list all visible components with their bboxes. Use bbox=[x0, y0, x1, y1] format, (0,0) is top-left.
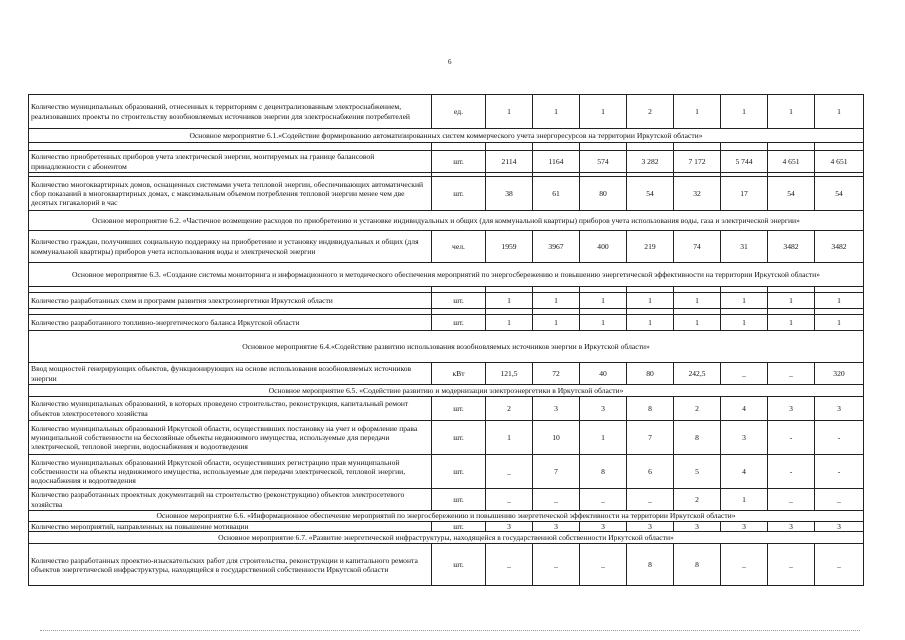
value-cell: _ bbox=[486, 544, 533, 586]
value-cell: 1 bbox=[533, 293, 580, 309]
unit-cell: шт. bbox=[432, 293, 486, 309]
section-heading: Основное мероприятие 6.3. «Создание системы мониторинга и информационного и методического обеспечения мероприятий по энергосбережению и повышению энергетической эффективности на территории Иркутской области» bbox=[29, 263, 864, 287]
value-cell: 54 bbox=[627, 177, 674, 211]
value-cell: _ bbox=[815, 544, 864, 586]
value-cell: 1 bbox=[533, 95, 580, 129]
value-cell: - bbox=[815, 455, 864, 489]
unit-cell: ед. bbox=[432, 95, 486, 129]
unit-cell: шт. bbox=[432, 544, 486, 586]
value-cell: 1 bbox=[674, 293, 721, 309]
indicators-table bbox=[28, 94, 864, 586]
value-cell: 8 bbox=[674, 544, 721, 586]
indicator-name: Ввод мощностей генерирующих объектов, функционирующих на основе использования возобновляемых источников энергии bbox=[29, 363, 432, 385]
section-heading: Основное мероприятие 6.1.«Содействие формированию автоматизированных систем коммерческого учета энергоресурсов на территории Иркутской области» bbox=[29, 129, 864, 143]
table-row bbox=[29, 151, 864, 173]
value-cell: 1 bbox=[768, 95, 815, 129]
unit-cell: шт. bbox=[432, 489, 486, 511]
value-cell: 1 bbox=[815, 95, 864, 129]
section-heading-row bbox=[29, 129, 864, 143]
value-cell: 1959 bbox=[486, 231, 533, 263]
value-cell: 61 bbox=[533, 177, 580, 211]
value-cell: _ bbox=[533, 489, 580, 511]
empty-cell bbox=[533, 143, 580, 151]
table-row bbox=[29, 315, 864, 331]
value-cell: 80 bbox=[627, 363, 674, 385]
table-row bbox=[29, 231, 864, 263]
table-row bbox=[29, 95, 864, 129]
value-cell: 1 bbox=[674, 315, 721, 331]
value-cell: 3 bbox=[674, 522, 721, 532]
unit-cell: шт. bbox=[432, 522, 486, 532]
value-cell: _ bbox=[627, 489, 674, 511]
empty-cell bbox=[815, 143, 864, 151]
indicator-name: Количество многоквартирных домов, оснащенных системами учета тепловой энергии, обеспечивающих автоматический сбор показаний в многоквартирных домах, с максимальным объемом потребления тепловой энергии менее чем две десятых гигакалорий в час bbox=[29, 177, 432, 211]
value-cell: 80 bbox=[580, 177, 627, 211]
unit-cell: чел. bbox=[432, 231, 486, 263]
page-number: 6 bbox=[448, 58, 452, 66]
value-cell: 3 bbox=[486, 522, 533, 532]
value-cell: 3482 bbox=[815, 231, 864, 263]
value-cell: 1 bbox=[768, 315, 815, 331]
value-cell: 54 bbox=[815, 177, 864, 211]
table-row bbox=[29, 522, 864, 532]
section-heading-row bbox=[29, 211, 864, 231]
value-cell: 320 bbox=[815, 363, 864, 385]
empty-cell bbox=[432, 143, 486, 151]
section-heading: Основное мероприятие 6.2. «Частичное возмещение расходов по приобретению и установке индивидуальных и общих (для коммунальной квартиры) приборов учета использования воды, газа и электрической энергии» bbox=[29, 211, 864, 231]
value-cell: 1164 bbox=[533, 151, 580, 173]
value-cell: 1 bbox=[721, 293, 768, 309]
value-cell: - bbox=[815, 421, 864, 455]
section-heading: Основное мероприятие 6.5. «Содействие развитию и модернизации электроэнергетики в Иркутской области» bbox=[29, 385, 864, 397]
value-cell: 2 bbox=[627, 95, 674, 129]
value-cell: 8 bbox=[674, 421, 721, 455]
value-cell: 242,5 bbox=[674, 363, 721, 385]
indicator-name: Количество разработанных проектных документаций на строительство (реконструкцию) объектов электросетевого хозяйства bbox=[29, 489, 432, 511]
empty-cell bbox=[627, 143, 674, 151]
value-cell: 3 bbox=[768, 522, 815, 532]
value-cell: 3482 bbox=[768, 231, 815, 263]
value-cell: 2 bbox=[486, 397, 533, 421]
indicator-name: Количество разработанных схем и программ развития электроэнергетики Иркутской области bbox=[29, 293, 432, 309]
table-row bbox=[29, 397, 864, 421]
value-cell: 400 bbox=[580, 231, 627, 263]
indicator-name: Количество приобретенных приборов учета электрической энергии, монтируемых на границе балансовой принадлежности с абонентом bbox=[29, 151, 432, 173]
value-cell: 1 bbox=[721, 489, 768, 511]
indicator-name: Количество разработанных проектно-изыскательских работ для строительства, реконструкции и капитального ремонта объектов энергетической инфраструктуры, находящейся в государственной собственности Иркутской области bbox=[29, 544, 432, 586]
value-cell: 4 bbox=[721, 455, 768, 489]
value-cell: 32 bbox=[674, 177, 721, 211]
value-cell: 1 bbox=[486, 315, 533, 331]
indicator-name: Количество муниципальных образований, отнесенных к территориям с децентрализованным электроснабжением, реализовавших проекты по строительству возобновляемых источников энергии для электроснабжения потребителей bbox=[29, 95, 432, 129]
value-cell: 3 bbox=[768, 397, 815, 421]
value-cell: 2114 bbox=[486, 151, 533, 173]
spacer-row bbox=[29, 143, 864, 151]
value-cell: _ bbox=[580, 489, 627, 511]
indicator-name: Количество мероприятий, направленных на повышение мотивации bbox=[29, 522, 432, 532]
empty-cell bbox=[674, 143, 721, 151]
value-cell: 3 bbox=[580, 397, 627, 421]
unit-cell: шт. bbox=[432, 421, 486, 455]
value-cell: 219 bbox=[627, 231, 674, 263]
table-row bbox=[29, 363, 864, 385]
value-cell: _ bbox=[768, 363, 815, 385]
value-cell: 1 bbox=[721, 95, 768, 129]
value-cell: 3 282 bbox=[627, 151, 674, 173]
value-cell: 1 bbox=[580, 421, 627, 455]
value-cell: 38 bbox=[486, 177, 533, 211]
value-cell: 3 bbox=[580, 522, 627, 532]
value-cell: _ bbox=[486, 489, 533, 511]
value-cell: 72 bbox=[533, 363, 580, 385]
value-cell: 1 bbox=[486, 95, 533, 129]
value-cell: 8 bbox=[627, 397, 674, 421]
indicator-name: Количество разработанного топливно-энергетического баланса Иркутской области bbox=[29, 315, 432, 331]
value-cell: 1 bbox=[627, 315, 674, 331]
value-cell: 3 bbox=[627, 522, 674, 532]
value-cell: 2 bbox=[674, 489, 721, 511]
value-cell: 4 651 bbox=[815, 151, 864, 173]
table-row bbox=[29, 544, 864, 586]
value-cell: 40 bbox=[580, 363, 627, 385]
value-cell: 3967 bbox=[533, 231, 580, 263]
section-heading: Основное мероприятие 6.4.«Содействие развитию использования возобновляемых источников энергии в Иркутской области» bbox=[29, 331, 864, 363]
value-cell: 1 bbox=[627, 293, 674, 309]
value-cell: 1 bbox=[768, 293, 815, 309]
table-row bbox=[29, 293, 864, 309]
unit-cell: шт. bbox=[432, 315, 486, 331]
section-heading-row bbox=[29, 385, 864, 397]
value-cell: 7 bbox=[627, 421, 674, 455]
value-cell: - bbox=[768, 455, 815, 489]
value-cell: 1 bbox=[486, 293, 533, 309]
value-cell: 1 bbox=[815, 315, 864, 331]
value-cell: 3 bbox=[533, 397, 580, 421]
table-row bbox=[29, 455, 864, 489]
empty-cell bbox=[486, 143, 533, 151]
scan-edge-dots bbox=[40, 630, 860, 632]
value-cell: 8 bbox=[627, 544, 674, 586]
value-cell: - bbox=[768, 421, 815, 455]
value-cell: 3 bbox=[721, 522, 768, 532]
value-cell: 1 bbox=[486, 421, 533, 455]
value-cell: 4 bbox=[721, 397, 768, 421]
unit-cell: шт. bbox=[432, 151, 486, 173]
table-row bbox=[29, 489, 864, 511]
section-heading-row bbox=[29, 263, 864, 287]
value-cell: 1 bbox=[721, 315, 768, 331]
value-cell: _ bbox=[533, 544, 580, 586]
empty-cell bbox=[721, 143, 768, 151]
value-cell: 3 bbox=[815, 522, 864, 532]
section-heading: Основное мероприятие 6.7. «Развитие энергетической инфраструктуры, находящейся в государственной собственности Иркутской области» bbox=[29, 532, 864, 544]
empty-cell bbox=[768, 143, 815, 151]
value-cell: 1 bbox=[580, 95, 627, 129]
value-cell: 7 172 bbox=[674, 151, 721, 173]
table-row bbox=[29, 421, 864, 455]
section-heading-row bbox=[29, 532, 864, 544]
value-cell: 4 651 bbox=[768, 151, 815, 173]
value-cell: 74 bbox=[674, 231, 721, 263]
value-cell: 1 bbox=[580, 293, 627, 309]
value-cell: 1 bbox=[580, 315, 627, 331]
table-row bbox=[29, 177, 864, 211]
unit-cell: шт. bbox=[432, 397, 486, 421]
section-heading-row bbox=[29, 331, 864, 363]
value-cell: 1 bbox=[674, 95, 721, 129]
value-cell: 1 bbox=[815, 293, 864, 309]
value-cell: 5 744 bbox=[721, 151, 768, 173]
unit-cell: кВт bbox=[432, 363, 486, 385]
value-cell: _ bbox=[768, 489, 815, 511]
value-cell: 2 bbox=[674, 397, 721, 421]
value-cell: _ bbox=[815, 489, 864, 511]
section-heading: Основное мероприятие 6.6. «Информационное обеспечение мероприятий по энергосбережению и повышению энергетической эффективности на территории Иркутской области» bbox=[29, 511, 864, 522]
section-heading-row bbox=[29, 511, 864, 522]
value-cell: 31 bbox=[721, 231, 768, 263]
indicator-name: Количество муниципальных образований Иркутской области, осуществивших постановку на учет и оформление права муниципальной собственности на бесхозяйные объекты недвижимого имущества, используемые для передачи электрической, тепловой энергии, водоснабжения и водоотведения bbox=[29, 421, 432, 455]
indicator-name: Количество граждан, получивших социальную поддержку на приобретение и установку индивидуальных и общих (для коммунальной квартиры) приборов учета использования воды и электрической энергии bbox=[29, 231, 432, 263]
value-cell: 5 bbox=[674, 455, 721, 489]
indicator-name: Количество муниципальных образований Иркутской области, осуществивших регистрацию прав муниципальной собственности на объекты недвижимого имущества, используемые для передачи электрической, тепловой энергии, водоснабжения и водоотведения bbox=[29, 455, 432, 489]
unit-cell: шт. bbox=[432, 177, 486, 211]
value-cell: 574 bbox=[580, 151, 627, 173]
value-cell: _ bbox=[721, 544, 768, 586]
value-cell: 54 bbox=[768, 177, 815, 211]
value-cell: 3 bbox=[721, 421, 768, 455]
value-cell: 3 bbox=[533, 522, 580, 532]
empty-cell bbox=[580, 143, 627, 151]
value-cell: _ bbox=[486, 455, 533, 489]
value-cell: _ bbox=[580, 544, 627, 586]
value-cell: _ bbox=[721, 363, 768, 385]
value-cell: 1 bbox=[533, 315, 580, 331]
value-cell: 3 bbox=[815, 397, 864, 421]
empty-cell bbox=[29, 143, 432, 151]
value-cell: 8 bbox=[580, 455, 627, 489]
indicator-name: Количество муниципальных образований, в которых проведено строительство, реконструкция, капитальный ремонт объектов электросетевого хозяйства bbox=[29, 397, 432, 421]
value-cell: 7 bbox=[533, 455, 580, 489]
value-cell: _ bbox=[768, 544, 815, 586]
value-cell: 17 bbox=[721, 177, 768, 211]
unit-cell: шт. bbox=[432, 455, 486, 489]
value-cell: 121,5 bbox=[486, 363, 533, 385]
value-cell: 10 bbox=[533, 421, 580, 455]
value-cell: 6 bbox=[627, 455, 674, 489]
